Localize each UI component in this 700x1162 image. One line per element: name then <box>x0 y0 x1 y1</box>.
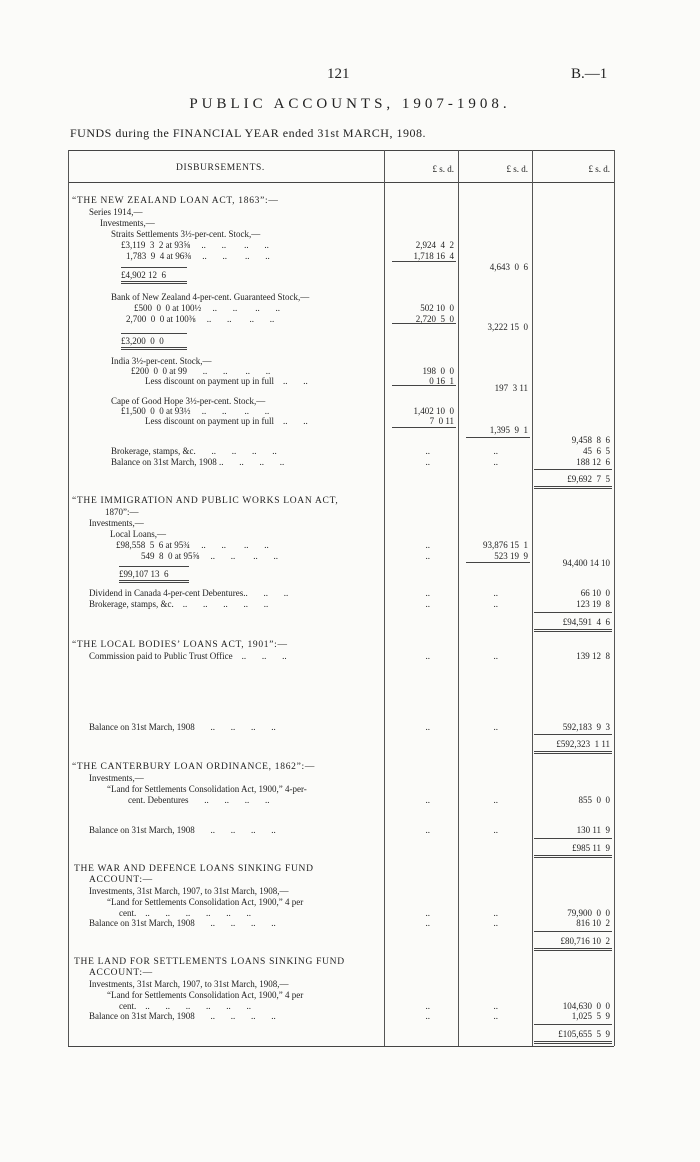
dot-leader: .. <box>425 540 430 550</box>
ledger-line-text: Less discount on payment up in full .. .. <box>145 416 308 426</box>
subtotal-rule <box>534 1024 612 1025</box>
column-rule <box>68 150 69 1046</box>
ledger-line-text: Investments,— <box>89 518 144 528</box>
subtotal-rule <box>534 751 612 754</box>
subtotal-rule <box>534 486 612 489</box>
ledger-line-text: Investments, 31st March, 1907, to 31st March, 1908,— <box>89 886 289 896</box>
amount-col-3: 66 10 0 <box>580 588 610 598</box>
dot-leader: .. <box>425 918 430 928</box>
dot-leader: .. <box>425 908 430 918</box>
ledger-line-text: “THE NEW ZEALAND LOAN ACT, 1863”:— <box>72 196 279 206</box>
page-subtitle: FUNDS during the FINANCIAL YEAR ended 31st MARCH, 1908. <box>70 126 426 140</box>
ledger-line-text: Balance on 31st March, 1908 .. .. .. .. <box>89 825 276 835</box>
dot-leader: .. <box>493 825 498 835</box>
dot-leader: .. <box>425 457 430 467</box>
ledger-line-text: Balance on 31st March, 1908 .. .. .. .. <box>111 457 285 467</box>
dot-leader: .. <box>493 722 498 732</box>
ledger-line-text: 1,783 9 4 at 96⅜ .. .. .. .. <box>126 251 270 261</box>
ledger-line-text: 549 8 0 at 95⅝ .. .. .. .. <box>141 551 278 561</box>
ledger-line-text: cent. .. .. .. .. .. .. <box>119 908 251 918</box>
subtotal-rule <box>534 931 612 932</box>
subtotal-rule <box>119 566 189 567</box>
subtotal-rule <box>534 948 612 951</box>
ledger-line-text: Brokerage, stamps, &c. .. .. .. .. <box>111 446 277 456</box>
amount-col-3: 123 19 8 <box>576 599 610 609</box>
ledger-line-text: Local Loans,— <box>110 529 166 539</box>
amount-col-1: 0 16 1 <box>429 376 454 386</box>
amount-col-3: 816 10 2 <box>576 918 610 928</box>
amount-col-1: 2,720 5 0 <box>415 314 454 324</box>
dot-leader: .. <box>425 651 430 661</box>
column-rule <box>614 150 615 1046</box>
dot-leader: .. <box>425 1001 430 1011</box>
ledger-line-text: cent. Debentures .. .. .. .. <box>128 795 270 805</box>
dot-leader: .. <box>493 457 498 467</box>
ledger-line-text: ACCOUNT:— <box>89 875 153 885</box>
amount-col-2: 4,643 0 6 <box>489 262 528 272</box>
subtotal-rule <box>534 838 612 839</box>
dot-leader: .. <box>425 1011 430 1021</box>
ledger-line-text: Series 1914,— <box>89 207 143 217</box>
ledger-line-text: 1870”:— <box>105 507 139 517</box>
ledger-line-text: Straits Settlements 3½-per-cent. Stock,— <box>111 229 261 239</box>
ledger-line-text: “THE LOCAL BODIES’ LOANS ACT, 1901”:— <box>72 640 288 650</box>
ledger-line-text: Investments,— <box>89 773 144 783</box>
column-header-amount: £ s. d. <box>506 164 528 174</box>
dot-leader: .. <box>493 599 498 609</box>
dot-leader: .. <box>493 908 498 918</box>
amount-col-3: 130 11 9 <box>576 825 610 835</box>
subtotal-rule <box>534 469 612 470</box>
page-number: 121 <box>327 66 350 82</box>
ledger-line-text: cent. .. .. .. .. .. .. <box>119 1001 251 1011</box>
subtotal-rule <box>466 437 530 438</box>
subtotal-rule <box>392 427 456 428</box>
dot-leader: .. <box>425 795 430 805</box>
ledger-line-text: India 3½-per-cent. Stock,— <box>111 356 212 366</box>
subtotal-rule <box>119 580 189 583</box>
subtotal-rule <box>534 855 612 858</box>
series-code: B.—1 <box>571 66 608 82</box>
table-bottom-rule <box>68 1046 614 1047</box>
amount-col-3: 855 0 0 <box>578 795 610 805</box>
subtotal-rule <box>121 267 187 268</box>
amount-col-3: 592,183 9 3 <box>562 722 610 732</box>
amount-col-3: £9,692 7 5 <box>567 474 610 484</box>
ledger-line-text: ACCOUNT:— <box>89 968 153 978</box>
dot-leader: .. <box>425 599 430 609</box>
ledger-line-text: £200 0 0 at 99 .. .. .. .. <box>131 366 271 376</box>
subtotal-rule <box>534 629 612 632</box>
amount-col-3: 1,025 5 9 <box>571 1011 610 1021</box>
ledger-line-text: “THE IMMIGRATION AND PUBLIC WORKS LOAN ACT, <box>72 496 339 506</box>
ledger-line-text: £1,500 0 0 at 93½ .. .. .. .. <box>121 406 270 416</box>
ledger-line-text: Cape of Good Hope 3½-per-cent. Stock,— <box>111 396 266 406</box>
amount-col-1: 502 10 0 <box>420 303 454 313</box>
dot-leader: .. <box>493 795 498 805</box>
subtotal-rule <box>534 612 612 613</box>
amount-col-3: 188 12 6 <box>576 457 610 467</box>
dot-leader: .. <box>425 551 430 561</box>
amount-col-3: 104,630 0 0 <box>562 1001 610 1011</box>
amount-col-1: 7 0 11 <box>429 416 454 426</box>
amount-col-2: 93,876 15 1 <box>483 540 528 550</box>
amount-col-1: 2,924 4 2 <box>415 240 454 250</box>
ledger-line-text: Less discount on payment up in full .. .. <box>145 376 308 386</box>
dot-leader: .. <box>425 825 430 835</box>
ledger-line-text: £3,200 0 0 <box>121 336 164 346</box>
subtotal-rule <box>466 562 530 563</box>
ledger-line-text: Dividend in Canada 4-per-cent Debentures.. .. .. <box>89 588 289 598</box>
ledger-line-text: £3,119 3 2 at 93⅝ .. .. .. .. <box>121 240 269 250</box>
amount-col-3: £592,323 1 11 <box>556 739 610 749</box>
amount-col-3: £80,716 10 2 <box>560 936 610 946</box>
dot-leader: .. <box>493 1011 498 1021</box>
ledger-line-text: Balance on 31st March, 1908 .. .. .. .. <box>89 918 276 928</box>
amount-col-2: 1,395 9 1 <box>489 425 528 435</box>
ledger-line-text: Bank of New Zealand 4-per-cent. Guaranteed Stock,— <box>111 292 310 302</box>
amount-col-3: 79,900 0 0 <box>567 908 610 918</box>
amount-col-1: 198 0 0 <box>422 366 454 376</box>
ledger-line-text: Brokerage, stamps, &c. .. .. .. .. .. <box>89 599 269 609</box>
ledger-line-text: “Land for Settlements Consolidation Act, 1900,” 4 per <box>107 990 304 1000</box>
amount-col-3: 94,400 14 10 <box>562 558 610 568</box>
subtotal-rule <box>534 1041 612 1044</box>
amount-col-3: £105,655 5 9 <box>558 1029 610 1039</box>
column-header-amount: £ s. d. <box>432 164 454 174</box>
amount-col-3: £94,591 4 6 <box>562 617 610 627</box>
ledger-line-text: 2,700 0 0 at 100⅜ .. .. .. .. <box>126 314 275 324</box>
amount-col-2: 523 19 9 <box>494 551 528 561</box>
ledger-line-text: Balance on 31st March, 1908 .. .. .. .. <box>89 722 276 732</box>
dot-leader: .. <box>493 446 498 456</box>
subtotal-rule <box>121 333 187 334</box>
page-title: PUBLIC ACCOUNTS, 1907-1908. <box>189 96 511 112</box>
ledger-line-text: THE WAR AND DEFENCE LOANS SINKING FUND <box>74 864 314 874</box>
ledger-line-text: Investments, 31st March, 1907, to 31st March, 1908,— <box>89 979 289 989</box>
dot-leader: .. <box>425 722 430 732</box>
amount-col-3: 139 12 8 <box>576 651 610 661</box>
ledger-line-text: Commission paid to Public Trust Office .. .. .. <box>89 651 287 661</box>
ledger-line-text: Balance on 31st March, 1908 .. .. .. .. <box>89 1011 276 1021</box>
subtotal-rule <box>534 734 612 735</box>
dot-leader: .. <box>493 918 498 928</box>
amount-col-2: 197 3 11 <box>494 383 528 393</box>
column-header-amount: £ s. d. <box>588 164 610 174</box>
ledger-line-text: £4,902 12 6 <box>121 270 166 280</box>
ledger-line-text: £500 0 0 at 100½ .. .. .. .. <box>134 303 280 313</box>
ledger-line-text: £99,107 13 6 <box>119 569 169 579</box>
amount-col-1: 1,402 10 0 <box>413 406 454 416</box>
dot-leader: .. <box>493 1001 498 1011</box>
ledger-line-text: “Land for Settlements Consolidation Act, 1900,” 4 per <box>107 897 304 907</box>
dot-leader: .. <box>493 588 498 598</box>
subtotal-rule <box>121 281 187 284</box>
ledger-line-text: “THE CANTERBURY LOAN ORDINANCE, 1862”:— <box>72 762 316 772</box>
ledger-line-text: Investments,— <box>100 218 155 228</box>
ledger-line-text: “Land for Settlements Consolidation Act, 1900,” 4-per- <box>107 784 307 794</box>
ledger-line-text: £98,558 5 6 at 95¾ .. .. .. .. <box>116 540 269 550</box>
column-header-description: DISBURSEMENTS. <box>176 163 265 173</box>
amount-col-3: 45 6 5 <box>583 446 610 456</box>
dot-leader: .. <box>425 446 430 456</box>
amount-col-3: £985 11 9 <box>572 843 610 853</box>
ledger-line-text: THE LAND FOR SETTLEMENTS LOANS SINKING FUND <box>74 957 345 967</box>
amount-col-1: 1,718 16 4 <box>413 251 454 261</box>
subtotal-rule <box>121 347 187 350</box>
amount-col-2: 3,222 15 0 <box>487 322 528 332</box>
dot-leader: .. <box>493 651 498 661</box>
amount-col-3: 9,458 8 6 <box>571 435 610 445</box>
dot-leader: .. <box>425 588 430 598</box>
